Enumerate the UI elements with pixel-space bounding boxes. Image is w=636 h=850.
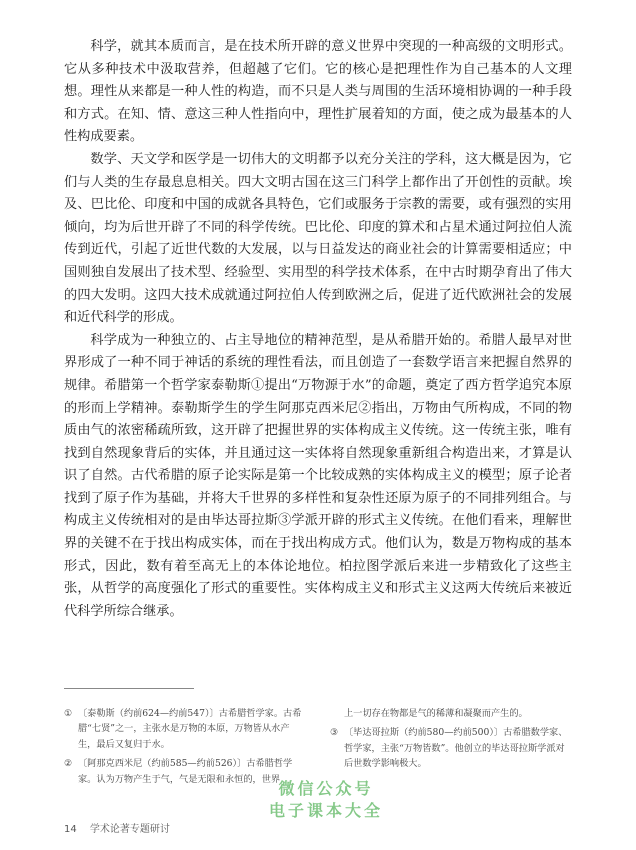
footnote-text: 上一切存在物都是气的稀薄和凝聚而产生的。 [344, 708, 528, 719]
footnote-text: 〔毕达哥拉斯（约前580—约前500）〕古希腊数学家、哲学家，主张“万物皆数”。他创立的毕达哥拉斯学派对后世数学影响极大。 [344, 727, 568, 770]
footnote-text: 〔阿那克西米尼（约前585—约前526）〕古希腊哲学家。认为万物产生于气，气是无限和永恒的，世界 [78, 758, 293, 785]
watermark-line-2: 电子课本大全 [268, 801, 383, 820]
book-title: 学术论著专题研讨 [89, 824, 170, 835]
paragraph-1: 科学，就其本质而言，是在技术所开辟的意义世界中突现的一种高级的文明形式。它从多种技术中汲取营养，但超越了它们。它的核心是把理性作为自己基本的人文理想。理性从来都是一种人性的构造，而不只是人类与周围的生活环境相协调的一种手段和方式。在知、情、意这三种人性指向中，理性扩展着知的方面，使之成为最基本的人性构成要素。 [64, 39, 572, 145]
footnote-2-continued [330, 706, 572, 721]
footnote-text: 〔泰勒斯（约前624—约前547）〕古希腊哲学家。古希腊“七贤”之一，主张水是万物的本原，万物皆从水产生，最后又复归于水。 [78, 708, 302, 750]
footnote-1 [64, 706, 306, 752]
watermark [246, 778, 406, 822]
footnote-divider [64, 688, 194, 689]
page-footer [64, 820, 170, 835]
footnote-number: ② [64, 758, 73, 770]
main-text [64, 36, 572, 623]
paragraph-3: 科学成为一种独立的、占主导地位的精神范型，是从希腊开始的。希腊人最早对世界形成了一种不同于神话的系统的理性看法，而且创造了一套数学语言来把握自然界的规律。希腊第一个哲学家泰勒斯①提出“万物源于水”的命题，奠定了西方哲学追究本原的形而上学精神。泰勒斯学生的学生阿那克西米尼②指出，万物由气所构成，不同的物质由气的浓密稀疏所致，这开辟了把握世界的实体构成主义传统。这一传统主张，唯有找到自然现象背后的实体，并且通过这一实体将自然现象重新组合构造出来，才算是认识了自然。古代希腊的原子论实际是第一个比较成熟的实体构成主义的模型；原子论者找到了原子作为基础，并将大千世界的多样性和复杂性还原为原子的不同排列组合。与构成主义传统相对的是由毕达哥拉斯③学派开辟的形式主义传统。在他们看来，理解世界的关键不在于找出构成实体，而在于找出构成方式。他们认为，数是万物构成的基本形式，因此，数有着至高无上的本体论地位。柏拉图学派后来进一步精致化了这些主张，从哲学的高度强化了形式的重要性。实体构成主义和形式主义这两大传统后来被近代科学所综合继承。 [64, 332, 572, 619]
page-number: 14 [64, 824, 77, 835]
paragraph-2: 数学、天文学和医学是一切伟大的文明都予以充分关注的学科，这大概是因为，它们与人类的生存最息息相关。四大文明古国在这三门科学上都作出了开创性的贡献。埃及、巴比伦、印度和中国的成就各具特色，它们或服务于宗教的需要，或有强烈的实用倾向，均为后世开辟了不同的科学传统。巴比伦、印度的算术和占星术通过阿拉伯人流传到近代，引起了近世代数的大发展，以与日益发达的商业社会的计算需要相适应；中国则独自发展出了技术型、经验型、实用型的科学技术体系，在中古时期孕育出了伟大的四大发明。这四大技术成就通过阿拉伯人传到欧洲之后，促进了近代欧洲社会的发展和近代科学的形成。 [64, 151, 572, 326]
watermark-line-1: 微信公众号 [278, 779, 374, 798]
footnote-number [330, 706, 344, 721]
footnote-number: ③ [330, 727, 339, 739]
footnote-number: ① [64, 708, 73, 719]
footnote-3 [330, 725, 572, 771]
